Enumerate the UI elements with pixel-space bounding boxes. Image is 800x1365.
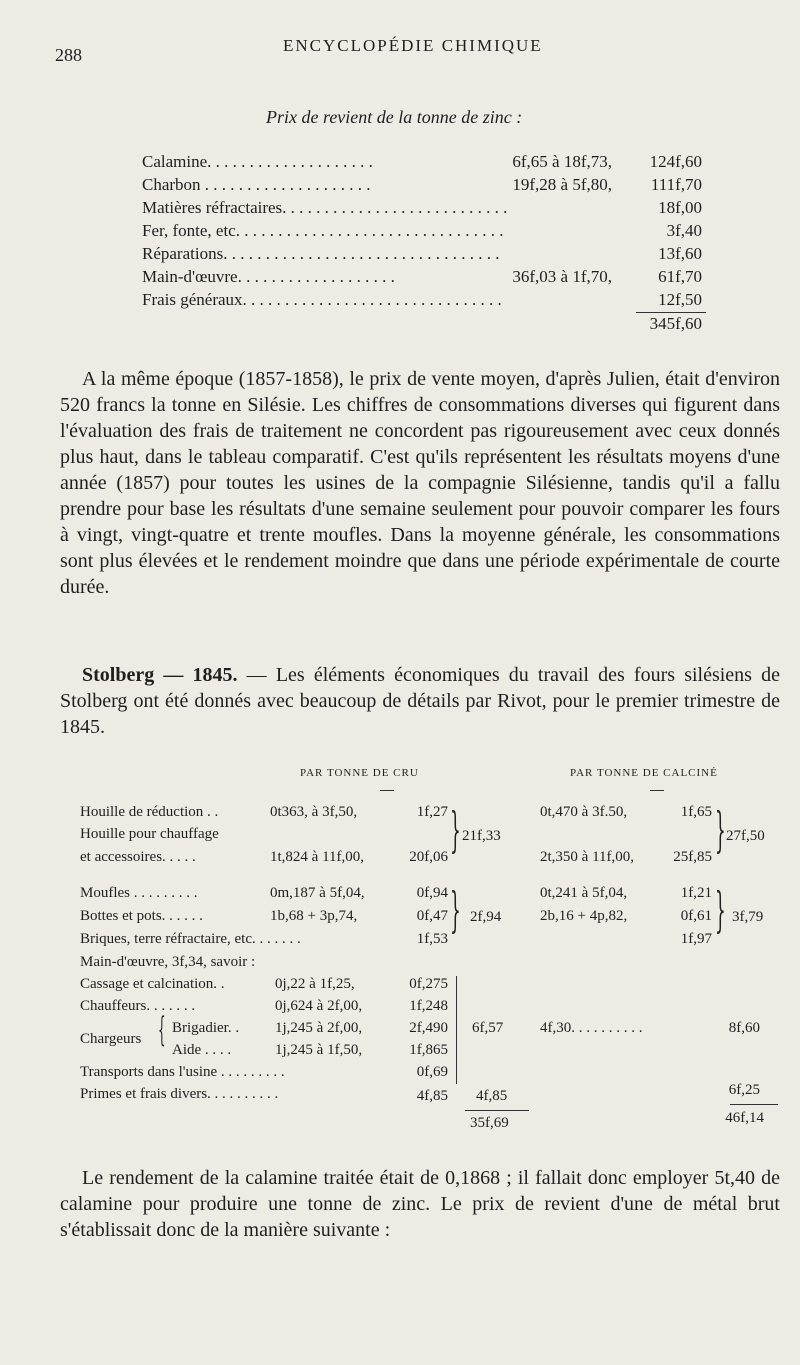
cost-label: Charbon . . . . . . . . . . . . . . . . . . . . xyxy=(142,175,371,194)
total-crude: 35f,69 xyxy=(470,1115,509,1131)
brace: { xyxy=(158,1010,166,1050)
cost-row xyxy=(0,221,800,245)
row-cost-crude: 20f,06 xyxy=(409,849,448,865)
cost-row xyxy=(0,290,800,314)
page-number: 288 xyxy=(55,45,82,65)
row-cost-calcined: 1f,65 xyxy=(680,804,712,820)
row-qty-calcined: 2b,16 + 4p,82, xyxy=(540,908,628,924)
subtotal-crude: 21f,33 xyxy=(462,828,501,844)
row-qty-crude: 1t,824 à 11f,00, xyxy=(270,849,365,865)
brace: } xyxy=(715,802,726,858)
header-crude: PAR TONNE DE CRU xyxy=(300,767,419,779)
cost-label: Réparations. . . . . . . . . . . . . . . . . . . . . . . . . . . . . . . . . xyxy=(142,244,500,263)
row-cost-crude: 2f,490 xyxy=(409,1020,448,1036)
cost-label: Frais généraux. . . . . . . . . . . . . . . . . . . . . . . . . . . . . . . xyxy=(142,290,502,309)
subtotal-calcined: 6f,25 xyxy=(728,1082,760,1098)
cost-row xyxy=(0,175,800,199)
subtotal-crude: 4f,85 xyxy=(476,1088,508,1104)
row-label: Aide . . . . xyxy=(172,1042,232,1058)
cost-label: Main-d'œuvre. . . . . . . . . . . . . . . . . . . xyxy=(142,267,395,286)
bracket xyxy=(452,976,457,1084)
cost-value: 111f,70 xyxy=(650,175,702,194)
cost-total: 345f,60 xyxy=(649,314,702,333)
section-stolberg xyxy=(60,662,780,740)
row-cost-crude: 1f,865 xyxy=(409,1042,448,1058)
cost-range: 19f,28 à 5f,80, xyxy=(512,175,612,194)
row-label: Chauffeurs. . . . . . . xyxy=(80,998,196,1014)
row-cost-crude: 1f,53 xyxy=(416,931,448,947)
row-label: Brigadier. . xyxy=(172,1020,240,1036)
row-qty-calcined: 2t,350 à 11f,00, xyxy=(540,849,635,865)
row-label: Briques, terre réfractaire, etc. . . . . . . xyxy=(80,931,301,947)
row-qty-calcined: 0t,241 à 5f,04, xyxy=(540,885,628,901)
cost-value: 3f,40 xyxy=(666,221,702,240)
row-cost-crude: 1f,27 xyxy=(416,804,448,820)
row-cost-calcined: 25f,85 xyxy=(673,849,712,865)
row-label: Main-d'œuvre, 3f,34, savoir : xyxy=(80,954,256,970)
cost-range: 36f,03 à 1f,70, xyxy=(512,267,612,286)
row-label: Cassage et calcination. . xyxy=(80,976,225,992)
cost-row xyxy=(0,267,800,291)
header-dash xyxy=(650,790,664,791)
row-label: Primes et frais divers. . . . . . . . . . xyxy=(80,1086,279,1102)
cost-label: Fer, fonte, etc. . . . . . . . . . . . . . . . . . . . . . . . . . . . . . . . xyxy=(142,221,504,240)
subtotal-calcined: 3f,79 xyxy=(732,909,764,925)
subtotal-calcined: 27f,50 xyxy=(726,828,765,844)
section-heading: Stolberg — 1845. xyxy=(82,664,238,686)
row-cost-calcined: 1f,97 xyxy=(680,931,712,947)
cost-value: 61f,70 xyxy=(658,267,702,286)
total-rule xyxy=(465,1110,529,1111)
cost-value: 12f,50 xyxy=(658,290,702,309)
row-cost-crude: 1f,248 xyxy=(409,998,448,1014)
row-qty-crude: 1b,68 + 3p,74, xyxy=(270,908,358,924)
running-title: ENCYCLOPÉDIE CHIMIQUE xyxy=(283,36,543,55)
paragraph-price xyxy=(60,366,780,600)
paragraph-yield xyxy=(60,1165,780,1243)
cost-row xyxy=(0,244,800,268)
header-calcined: PAR TONNE DE CALCINÉ xyxy=(570,767,718,779)
cost-row xyxy=(0,152,800,176)
total-calcined: 46f,14 xyxy=(725,1110,764,1126)
paragraph-text: A la même époque (1857-1858), le prix de vente moyen, d'après Julien, était d'environ 520 francs la tonne en Silésie. Les chiffres de consommations diverses qui figurent dans l'évaluation des frais de traitement ne concordent pas rigoureusement avec ceux donnés plus haut, dans le tableau comparatif. C'est qu'ils représentent les résultats moyens d'une année (1857) pour toutes les usines de la compagnie Silésienne, tandis qu'il a fallu prendre pour base les résultats d'une semaine seulement pour pouvoir comparer les fours à vingt, vingt-quatre et trente moufles. Dans la moyenne générale, les consommations sont plus élevées et le rendement moindre que dans une période expérimentale de courte durée. xyxy=(60,368,780,598)
row-qty-crude: 0t363, à 3f,50, xyxy=(270,804,358,820)
row-cost-calcined: 0f,61 xyxy=(680,908,712,924)
row-qty-calcined: 0t,470 à 3f.50, xyxy=(540,804,628,820)
row-cost-crude: 0f,94 xyxy=(416,885,448,901)
cost-row xyxy=(0,198,800,222)
row-label: Houille de réduction . . xyxy=(80,804,219,820)
brace: } xyxy=(450,802,461,858)
row-cost-crude: 0f,275 xyxy=(409,976,448,992)
row-label: Bottes et pots. . . . . . xyxy=(80,908,203,924)
subtotal-calcined: 8f,60 xyxy=(728,1020,760,1036)
row-cost-crude: 0f,47 xyxy=(416,908,448,924)
header-dash xyxy=(380,790,394,791)
row-qty-crude: 0m,187 à 5f,04, xyxy=(270,885,365,901)
subtotal-crude: 2f,94 xyxy=(470,909,502,925)
row-cost-calcined: 1f,21 xyxy=(680,885,712,901)
cost-range: 6f,65 à 18f,73, xyxy=(512,152,612,171)
row-label: Moufles . . . . . . . . . xyxy=(80,885,198,901)
chargeurs-label: Chargeurs xyxy=(80,1031,142,1047)
cost-value: 124f,60 xyxy=(649,152,702,171)
row-cost-crude: 4f,85 xyxy=(416,1088,448,1104)
subtotal-crude: 6f,57 xyxy=(472,1020,504,1036)
row-cost-crude: 0f,69 xyxy=(416,1064,448,1080)
cost-value: 13f,60 xyxy=(658,244,702,263)
brace: } xyxy=(450,882,461,938)
row-label: Transports dans l'usine . . . . . . . . . xyxy=(80,1064,285,1080)
paragraph-text: Le rendement de la calamine traitée était de 0,1868 ; il fallait donc employer 5t,40 de calamine pour produire une tonne de zinc. Le prix de revient d'une de métal brut s'établissait donc de la manière suivante : xyxy=(60,1167,780,1241)
row-label: et accessoires. . . . . xyxy=(80,849,196,865)
cost-label: Matières réfractaires. . . . . . . . . . . . . . . . . . . . . . . . . . . xyxy=(142,198,508,217)
brace: } xyxy=(715,882,726,938)
row-qty-calcined: 4f,30. . . . . . . . . . xyxy=(540,1020,643,1036)
row-qty-crude: 1j,245 à 2f,00, xyxy=(275,1020,363,1036)
cost-value: 18f,00 xyxy=(658,198,702,217)
row-label: Houille pour chauffage xyxy=(80,826,219,842)
section-text: — Les éléments économiques du travail des fours silésiens de Stolberg ont été donnés avec beaucoup de détails par Rivot, pour le premier trimestre de 1845. xyxy=(60,664,780,738)
row-qty-crude: 1j,245 à 1f,50, xyxy=(275,1042,363,1058)
cost-table-caption: Prix de revient de la tonne de zinc : xyxy=(266,107,523,127)
row-qty-crude: 0j,624 à 2f,00, xyxy=(275,998,363,1014)
cost-label: Calamine. . . . . . . . . . . . . . . . . . . . xyxy=(142,152,373,171)
row-qty-crude: 0j,22 à 1f,25, xyxy=(275,976,355,992)
total-rule xyxy=(730,1104,778,1105)
total-rule xyxy=(636,312,706,313)
